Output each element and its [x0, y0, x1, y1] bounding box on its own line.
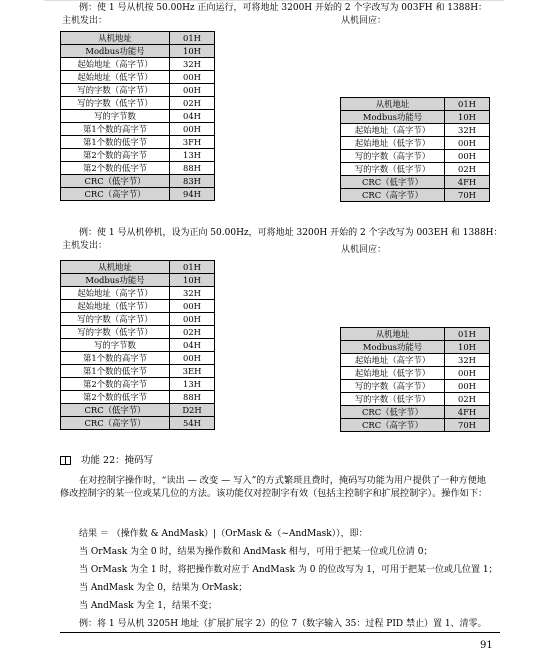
field-label: CRC（低字节）	[61, 404, 170, 417]
frame-row	[61, 365, 215, 378]
field-label: CRC（低字节）	[341, 406, 445, 419]
field-value: 32H	[445, 354, 490, 367]
frame-row	[61, 32, 215, 45]
top-rule	[44, 0, 504, 1]
example2-master-label: 主机发出：	[62, 241, 108, 251]
example2-description: 例：使 1 号从机停机，设为正向 50.00Hz，可将地址 3200H 开始的 2 个字改写为 003EH 和 1388H：	[79, 228, 503, 238]
field-value: 94H	[170, 188, 215, 201]
frame-row	[341, 98, 490, 111]
field-label: 写的字数（低字节）	[61, 97, 170, 110]
frame-row	[61, 71, 215, 84]
frame-row	[341, 380, 490, 393]
example1-slave-label: 从机回应：	[341, 16, 387, 26]
field-value: 00H	[170, 313, 215, 326]
field-label: 写的字数（低字节）	[341, 163, 445, 176]
field-value: 01H	[170, 261, 215, 274]
field-value: 02H	[170, 97, 215, 110]
example2-slave-frame-table	[340, 327, 490, 432]
frame-row	[61, 149, 215, 162]
field-label: 写的字节数	[61, 110, 170, 123]
frame-row	[61, 175, 215, 188]
frame-row	[341, 341, 490, 354]
frame-row	[61, 274, 215, 287]
frame-row	[61, 417, 215, 430]
field-value: 00H	[170, 123, 215, 136]
field-label: 第2个数的高字节	[61, 149, 170, 162]
frame-row	[61, 326, 215, 339]
frame-row	[341, 176, 490, 189]
frame-row	[341, 406, 490, 419]
field-value: 32H	[445, 124, 490, 137]
footer-rule	[60, 632, 500, 633]
frame-row	[61, 339, 215, 352]
field-label: 起始地址（高字节）	[61, 287, 170, 300]
frame-row	[61, 58, 215, 71]
frame-row	[61, 378, 215, 391]
frame-row	[341, 393, 490, 406]
field-value: 01H	[170, 32, 215, 45]
field-value: 02H	[445, 393, 490, 406]
field-label: 起始地址（低字节）	[61, 71, 170, 84]
field-value: 01H	[445, 98, 490, 111]
field-label: Modbus功能号	[341, 341, 445, 354]
field-value: 00H	[445, 137, 490, 150]
frame-row	[341, 150, 490, 163]
field-value: 32H	[170, 58, 215, 71]
field-value: 10H	[445, 341, 490, 354]
field-value: 10H	[170, 45, 215, 58]
field-value: 70H	[445, 419, 490, 432]
rule-line-1: 当 OrMask 为全 0 时，结果为操作数和 AndMask 相与，可用于把某一位或几位清 0；	[79, 547, 433, 557]
rule-line-3: 当 AndMask 为全 0，结果为 OrMask；	[79, 583, 248, 593]
field-value: 4FH	[445, 406, 490, 419]
field-value: 04H	[170, 110, 215, 123]
field-label: Modbus功能号	[61, 45, 170, 58]
page-number: 91	[480, 640, 493, 651]
field-label: CRC（高字节）	[61, 188, 170, 201]
field-value: 00H	[170, 352, 215, 365]
field-value: D2H	[170, 404, 215, 417]
field-label: 起始地址（高字节）	[61, 58, 170, 71]
field-value: 00H	[445, 150, 490, 163]
field-label: Modbus功能号	[61, 274, 170, 287]
frame-row	[61, 97, 215, 110]
field-value: 04H	[170, 339, 215, 352]
rule-line-4: 当 AndMask 为全 1，结果不变；	[79, 601, 218, 611]
field-label: 第1个数的高字节	[61, 123, 170, 136]
field-label: 起始地址（低字节）	[341, 137, 445, 150]
field-label: 起始地址（高字节）	[341, 124, 445, 137]
field-label: 写的字数（低字节）	[61, 326, 170, 339]
frame-row	[61, 261, 215, 274]
field-value: 32H	[170, 287, 215, 300]
field-value: 00H	[170, 84, 215, 97]
example1-master-label: 主机发出：	[62, 16, 108, 26]
field-value: 00H	[170, 300, 215, 313]
field-value: 70H	[445, 189, 490, 202]
frame-row	[61, 313, 215, 326]
example1-master-frame-table	[60, 31, 215, 201]
section-heading-text: 功能 22：掩码写	[81, 455, 154, 466]
field-value: 10H	[445, 111, 490, 124]
field-label: 第1个数的低字节	[61, 365, 170, 378]
field-label: 第1个数的高字节	[61, 352, 170, 365]
field-label: 写的字节数	[61, 339, 170, 352]
field-value: 01H	[445, 328, 490, 341]
field-label: 第2个数的高字节	[61, 378, 170, 391]
field-label: 起始地址（高字节）	[341, 354, 445, 367]
field-value: 00H	[445, 380, 490, 393]
frame-row	[61, 110, 215, 123]
field-label: 从机地址	[61, 261, 170, 274]
section-heading	[60, 455, 153, 467]
field-label: Modbus功能号	[341, 111, 445, 124]
field-value: 4FH	[445, 176, 490, 189]
frame-row	[341, 124, 490, 137]
frame-row	[61, 84, 215, 97]
frame-row	[341, 189, 490, 202]
field-value: 54H	[170, 417, 215, 430]
example2-master-frame-table	[60, 260, 215, 430]
field-label: 第2个数的低字节	[61, 391, 170, 404]
field-label: CRC（高字节）	[341, 189, 445, 202]
example1-description: 例：使 1 号从机按 50.00Hz 正向运行，可将地址 3200H 开始的 2 个字改写为 003FH 和 1388H：	[79, 3, 488, 13]
field-label: 写的字数（高字节）	[61, 313, 170, 326]
frame-row	[341, 367, 490, 380]
rule-line-2: 当 OrMask 为全 1 时，将把操作数对应于 AndMask 为 0 的位改写为 1，可用于把某一位或几位置 1；	[79, 565, 498, 575]
field-label: CRC（低字节）	[341, 176, 445, 189]
book-icon	[60, 456, 71, 465]
field-label: 从机地址	[341, 328, 445, 341]
frame-row	[61, 300, 215, 313]
field-label: 写的字数（高字节）	[61, 84, 170, 97]
frame-row	[341, 137, 490, 150]
field-value: 00H	[445, 367, 490, 380]
frame-row	[341, 163, 490, 176]
field-label: 第2个数的低字节	[61, 162, 170, 175]
field-label: 写的字数（低字节）	[341, 393, 445, 406]
field-label: 写的字数（高字节）	[341, 380, 445, 393]
frame-row	[341, 419, 490, 432]
field-label: CRC（低字节）	[61, 175, 170, 188]
section-paragraph: 在对控制字操作时，“读出 — 改变 — 写入”的方式繁琐且费时，掩码写功能为用户提供了一种方便地修改控制字的某一位或某几位的方法。该功能仅对控制字有效（包括主控制字和扩展控制字）。操作如下：	[60, 475, 488, 499]
frame-row	[61, 287, 215, 300]
field-label: 起始地址（低字节）	[61, 300, 170, 313]
frame-row	[341, 354, 490, 367]
frame-row	[61, 188, 215, 201]
field-value: 13H	[170, 378, 215, 391]
frame-row	[61, 162, 215, 175]
frame-row	[61, 352, 215, 365]
field-value: 83H	[170, 175, 215, 188]
field-value: 13H	[170, 149, 215, 162]
frame-row	[61, 45, 215, 58]
field-label: CRC（高字节）	[341, 419, 445, 432]
field-label: 起始地址（低字节）	[341, 367, 445, 380]
formula-line: 结果 ＝ （操作数 & AndMask）|（OrMask &（~AndMask）），即：	[79, 529, 368, 539]
field-value: 02H	[170, 326, 215, 339]
frame-row	[61, 391, 215, 404]
frame-row	[61, 123, 215, 136]
frame-row	[341, 328, 490, 341]
field-label: 从机地址	[341, 98, 445, 111]
field-value: 00H	[170, 71, 215, 84]
field-label: 从机地址	[61, 32, 170, 45]
example3-line: 例：将 1 号从机 3205H 地址（扩展扩展字 2）的位 7（数字输入 35：过程 PID 禁止）置 1、清零。	[79, 619, 487, 629]
example2-slave-label: 从机回应：	[341, 245, 387, 255]
example1-slave-frame-table	[340, 97, 490, 202]
frame-row	[61, 404, 215, 417]
field-label: 第1个数的低字节	[61, 136, 170, 149]
field-value: 10H	[170, 274, 215, 287]
field-value: 3EH	[170, 365, 215, 378]
frame-row	[341, 111, 490, 124]
field-value: 88H	[170, 162, 215, 175]
field-value: 88H	[170, 391, 215, 404]
field-label: CRC（高字节）	[61, 417, 170, 430]
field-value: 3FH	[170, 136, 215, 149]
field-value: 02H	[445, 163, 490, 176]
field-label: 写的字数（高字节）	[341, 150, 445, 163]
frame-row	[61, 136, 215, 149]
